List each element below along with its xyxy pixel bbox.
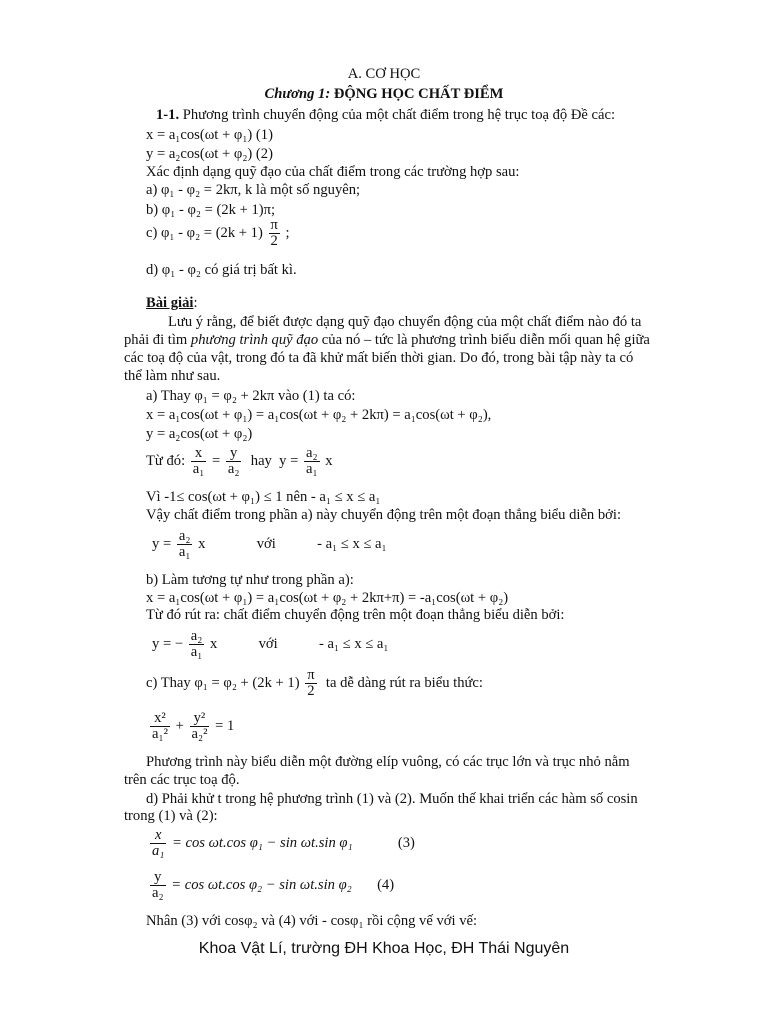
part-title: A. CƠ HỌC	[347, 66, 421, 82]
intro-line-4: thể làm như sau.	[124, 368, 221, 384]
ellipse-description-1: Phương trình này biểu diễn một đường elíp vuông, có các trục lớn và trục nhỏ nằm	[146, 754, 630, 770]
part-a-segment: y = $\frac{\text{a₂}}{\text{a₁}}$ x với - a₁ ≤ x ≤ a₁	[152, 528, 387, 560]
intro-line-3: các toạ độ của vật, trong đó ta đã khử mất biến thời gian. Do đó, trong bài tập này ta có	[124, 350, 634, 366]
equation-1: x = a₁cos(ωt + φ₁) (1)	[146, 127, 273, 143]
intro-line-2: phải đi tìm phương trình quỹ đạo của nó – tức là phương trình biểu diễn mối quan hệ giữa	[124, 332, 650, 348]
part-b-segment: y = − $\frac{\text{a₂}}{\text{a₁}}$ x với - a₁ ≤ x ≤ a₁	[152, 628, 389, 660]
problem-statement	[156, 107, 615, 124]
chapter-name: ĐỘNG HỌC CHẤT ĐIỂM	[333, 86, 504, 102]
part-b-x: x = a₁cos(ωt + φ₁) = a₁cos(ωt + φ₂ + 2kπ+π) = -a₁cos(ωt + φ₂)	[146, 590, 509, 606]
part-b-intro: b) Làm tương tự như trong phần a):	[146, 572, 354, 588]
case-a: a) φ₁ - φ₂ = 2kπ, k là một số nguyên;	[146, 182, 361, 198]
part-a-x: x = a₁cos(ωt + φ₁) = a₁cos(ωt + φ₂ + 2kπ) = a₁cos(ωt + φ₂),	[146, 407, 492, 423]
case-c	[146, 218, 290, 249]
part-a-bounds: Vì -1≤ cos(ωt + φ₁) ≤ 1 nên - a₁ ≤ x ≤ a₁	[146, 489, 381, 505]
problem-number: 1-1.	[156, 107, 180, 123]
ellipse-equation: $\frac{\text{x²}}{\text{a₁²}}$ + $\frac{\text{y²}}{\text{a₂²}}$ = 1	[152, 710, 235, 742]
equation-3: $\frac{x}{\text{a₁}}$ = cos ωt.cos φ₁ − sin ωt.sin φ₁ (3)	[152, 827, 415, 859]
equation-2: y = a₂cos(ωt + φ₂) (2)	[146, 146, 273, 162]
solution-heading-text: Bài giải	[146, 295, 194, 311]
chapter-title	[0, 86, 768, 103]
multiply-step: Nhân (3) với cosφ₂ và (4) với - cosφ₁ rồi cộng vế với vế:	[146, 913, 478, 929]
case-c-text: c) φ₁ - φ₂ = (2k + 1)	[146, 224, 263, 241]
equation-4: $\frac{y}{\text{a₂}}$ = cos ωt.cos φ₂ − sin ωt.sin φ₂ (4)	[152, 869, 395, 901]
case-b: b) φ₁ - φ₂ = (2k + 1)π;	[146, 202, 276, 218]
trajectory-equation-term: phương trình quỹ đạo	[190, 332, 319, 348]
part-b-conclusion: Từ đó rút ra: chất điểm chuyển động trên một đoạn thẳng biểu diễn bởi:	[146, 607, 565, 623]
part-d-intro-1: d) Phải khử t trong hệ phương trình (1) và (2). Muốn thế khai triển các hàm số cosin	[146, 791, 638, 807]
intro-line-1: Lưu ý rằng, để biết được dạng quỹ đạo chuyển động của một chất điểm nào đó ta	[168, 314, 642, 330]
pi-over-2-fraction: $\frac{\pi}{2}$	[270, 217, 278, 249]
part-c-substitute: c) Thay φ₁ = φ₂ + (2k + 1) $\frac{\pi}{2}$ ta dễ dàng rút ra biểu thức:	[146, 667, 483, 699]
part-a-conclusion: Vậy chất điểm trong phần a) này chuyển động trên một đoạn thẳng biểu diễn bởi:	[146, 507, 621, 523]
case-d: d) φ₁ - φ₂ có giá trị bất kì.	[146, 262, 297, 278]
task-text: Xác định dạng quỹ đạo của chất điểm trong các trường hợp sau:	[146, 164, 520, 180]
ellipse-description-2: trên các trục toạ độ.	[124, 772, 240, 788]
chapter-label: Chương 1:	[264, 86, 331, 102]
problem-text: Phương trình chuyển động của một chất điểm trong hệ trục toạ độ Đề các:	[182, 107, 616, 123]
part-a-y: y = a₂cos(ωt + φ₂)	[146, 426, 253, 442]
part-d-intro-2: trong (1) và (2):	[124, 808, 218, 824]
part-a-ratio: Từ đó: $\frac{x}{\text{a₁}}$ = $\frac{y}{\text{a₂}}$ hay y = $\frac{\text{a₂}}{\text{a₁}}$ x	[146, 445, 333, 477]
solution-heading: Bài giải:	[146, 295, 198, 311]
case-c-end: ;	[285, 224, 290, 241]
page-footer: Khoa Vật Lí, trường ĐH Khoa Học, ĐH Thái Nguyên	[198, 940, 570, 957]
part-a-substitute: a) Thay φ₁ = φ₂ + 2kπ vào (1) ta có:	[146, 388, 356, 404]
